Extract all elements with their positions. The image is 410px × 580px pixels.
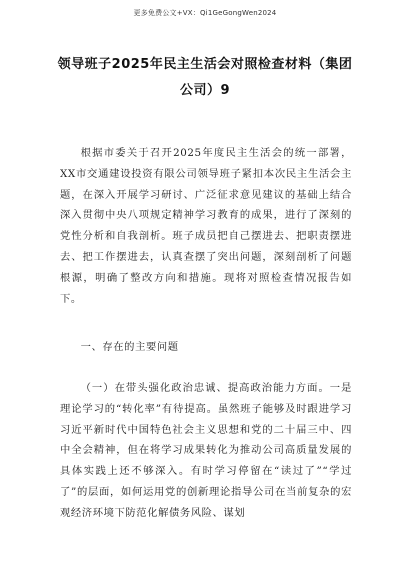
intro-paragraph: 根据市委关于召开2025年度民主生活会的统一部署，XX市交通建设投资有限公司领导班子紧扣本次民主生活会主题，在深入开展学习研讨、广泛征求意见建议的基础上结合深入贯彻中央八项规定精神学习教育的成果，进行了深刻的党性分析和自我剖析。班子成员把自己摆进去、把职责摆进去、把工作摆进去，认真查摆了突出问题，深刻剖析了问题根源，明确了整改方向和措施。现将对照检查情况报告如下。 — [60, 147, 352, 305]
header-note: 更多免费公文+VX：Qi1GeGongWen2024 — [133, 9, 277, 17]
document-title: 领导班子2025年民主生活会对照检查材料（集团公司）9 — [57, 57, 353, 98]
point-one-paragraph: （一）在带头强化政治忠诚、提高政治能力方面。一是理论学习的“转化率”有待提高。虽然班子能够及时跟进学习习近平新时代中国特色社会主义思想和党的二十届三中、四中全会精神，但在将学习成果转化为推动公司高质量发展的具体实践上还不够深入。有时学习停留在“读过了”“学过了”的层面，如何运用党的创新理论指导公司在当前复杂的宏观经济环境下防范化解债务风险、谋划 — [60, 382, 352, 519]
section-heading: 一、存在的主要问题 — [80, 341, 179, 353]
